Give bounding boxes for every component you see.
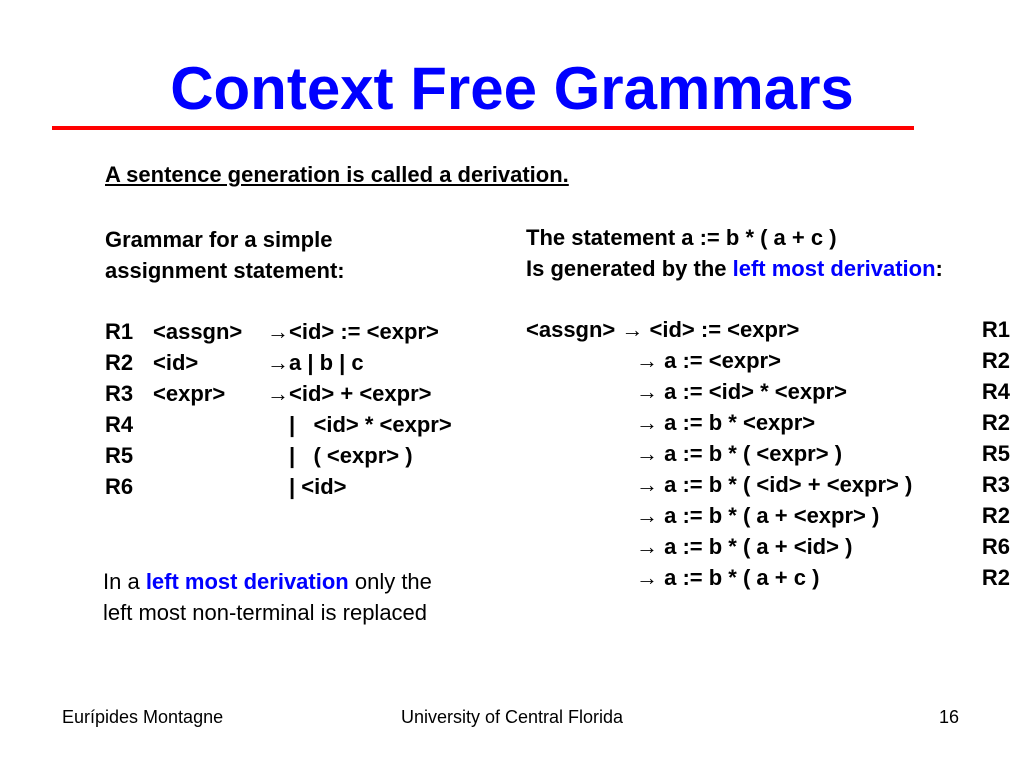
footer-institution: University of Central Florida (400, 707, 624, 727)
derivation-step (526, 314, 1016, 345)
derivation-step-text: <assgn> → <id> := <expr> (526, 317, 800, 342)
grammar-rule-row (105, 316, 452, 347)
grammar-rule-row (105, 440, 452, 471)
derivation-step (526, 562, 1016, 593)
derivation-step-text: → a := b * ( <id> + <expr> ) (636, 472, 913, 497)
grammar-rule-row (105, 471, 452, 502)
statement-line-1: The statement a := b * ( a + c ) (526, 225, 837, 250)
statement-suffix: : (935, 256, 943, 281)
rule-name: R6 (105, 474, 134, 499)
rule-rhs: | <id> * <expr> (289, 412, 452, 437)
rule-lhs (153, 440, 267, 471)
rule-lhs (153, 409, 267, 440)
rule-rhs: a | b | c (289, 350, 364, 375)
derivation-step-text: → a := b * ( a + <expr> ) (636, 503, 880, 528)
derivation-step-text: → a := b * ( <expr> ) (636, 441, 843, 466)
rule-rhs-group (267, 471, 347, 502)
statement-line-2 (526, 253, 943, 284)
rule-rhs: <id> := <expr> (289, 319, 439, 344)
title-underline-divider (52, 126, 914, 130)
derivation-rule-ref: R2 (981, 410, 1010, 435)
grammar-heading-line-2: assignment statement: (105, 258, 345, 283)
footer-page-number: 16 (939, 707, 960, 727)
slide-title: Context Free Grammars (170, 55, 854, 122)
derivation-rule-ref: R4 (981, 379, 1010, 404)
leftmost-note-line-1 (103, 566, 432, 597)
derivation-rule-ref: R5 (981, 441, 1010, 466)
arrow-icon: → (267, 350, 289, 375)
rule-name: R5 (105, 443, 134, 468)
grammar-rule-row (105, 409, 452, 440)
derivation-step (526, 407, 1016, 438)
grammar-heading (105, 224, 345, 286)
rule-lhs: <assgn> (153, 319, 243, 344)
note-prefix: In a (103, 569, 146, 594)
grammar-heading-line-1: Grammar for a simple (105, 227, 333, 252)
note-highlight: left most derivation (145, 569, 349, 594)
rule-rhs-group (267, 316, 439, 347)
rule-lhs: <id> (153, 350, 199, 375)
note-suffix: only the (348, 569, 432, 594)
grammar-rule-row (105, 347, 452, 378)
derivation-step-text: → a := <id> * <expr> (636, 379, 847, 404)
statement-highlight: left most derivation (732, 256, 936, 281)
derivation-rule-ref: R2 (981, 503, 1010, 528)
derivation-step (526, 345, 1016, 376)
grammar-rules-list (105, 316, 452, 502)
arrow-icon: → (267, 319, 289, 344)
intro-sentence: A sentence generation is called a derivation. (105, 162, 569, 187)
rule-lhs (153, 471, 267, 502)
derivation-step-text: → a := <expr> (636, 348, 781, 373)
derivation-step-text: → a := b * ( a + <id> ) (636, 534, 853, 559)
rule-rhs-group (267, 378, 431, 409)
rule-rhs-group (267, 440, 413, 471)
derivation-rule-ref: R2 (981, 565, 1010, 590)
rule-name: R3 (105, 381, 134, 406)
footer-author: Eurípides Montagne (62, 707, 224, 727)
rule-name: R1 (105, 319, 134, 344)
derivation-rule-ref: R2 (981, 348, 1010, 373)
derivation-step (526, 438, 1016, 469)
rule-name: R4 (105, 412, 134, 437)
rule-name: R2 (105, 350, 134, 375)
rule-rhs: | ( <expr> ) (289, 443, 413, 468)
rule-lhs: <expr> (153, 381, 226, 406)
rule-rhs: | <id> (289, 474, 347, 499)
derivation-step (526, 500, 1016, 531)
rule-rhs: <id> + <expr> (289, 381, 432, 406)
derivation-step-text: → a := b * ( a + c ) (636, 565, 820, 590)
derivation-step (526, 531, 1016, 562)
rule-rhs-group (267, 409, 452, 440)
derivation-rule-ref: R3 (981, 472, 1010, 497)
derivation-step (526, 376, 1016, 407)
statement-block (526, 222, 943, 284)
arrow-icon: → (267, 381, 289, 406)
derivation-step-text: → a := b * <expr> (636, 410, 816, 435)
leftmost-note (103, 566, 432, 628)
leftmost-note-line-2: left most non-terminal is replaced (103, 600, 428, 625)
derivation-rule-ref: R1 (981, 317, 1010, 342)
derivation-step (526, 469, 1016, 500)
grammar-rule-row (105, 378, 452, 409)
rule-rhs-group (267, 347, 364, 378)
derivation-steps (526, 314, 1016, 593)
derivation-rule-ref: R6 (981, 534, 1010, 559)
statement-prefix: Is generated by the (526, 256, 733, 281)
